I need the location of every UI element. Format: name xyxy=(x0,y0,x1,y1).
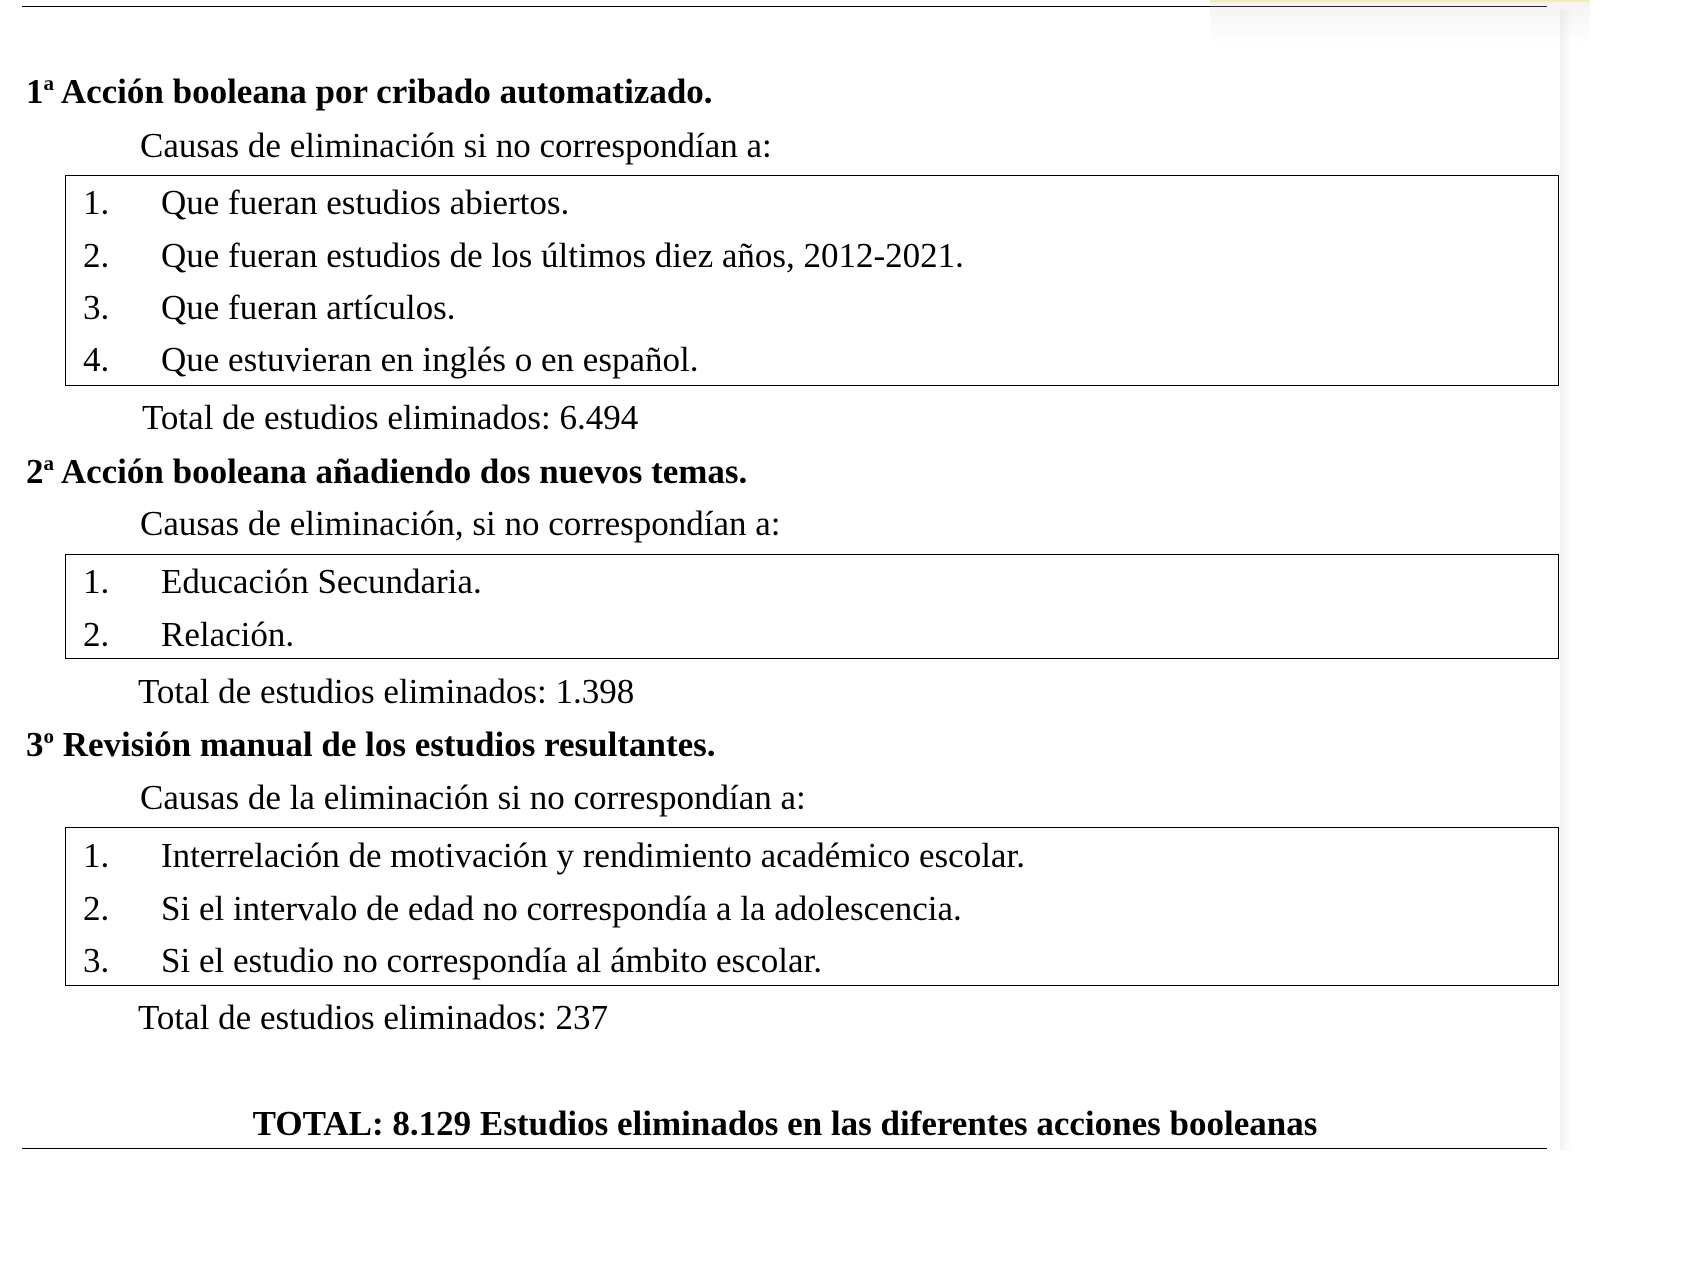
section-1-criteria-box xyxy=(65,175,1559,386)
grand-total: TOTAL: 8.129 Estudios eliminados en las diferentes acciones booleanas xyxy=(252,1104,1318,1143)
section-3-heading-number: 3 xyxy=(26,725,44,764)
section-1-heading-text: Acción booleana por cribado automatizado. xyxy=(54,72,713,111)
list-item-number: 2. xyxy=(83,615,110,654)
bottom-rule xyxy=(22,1148,1547,1149)
section-3-criteria-box xyxy=(65,827,1559,986)
list-item-text: Que estuvieran en inglés o en español. xyxy=(161,340,699,379)
section-3-heading xyxy=(26,725,716,765)
section-3-heading-text: Revisión manual de los estudios resultantes. xyxy=(54,725,716,764)
section-1-heading xyxy=(26,72,713,112)
list-item-number: 3. xyxy=(83,288,110,327)
list-item-text: Que fueran estudios abiertos. xyxy=(161,183,570,222)
section-2-heading-text: Acción booleana añadiendo dos nuevos temas. xyxy=(54,452,748,491)
list-item-number: 3. xyxy=(83,941,110,980)
section-2-heading xyxy=(26,452,747,492)
section-2-intro: Causas de eliminación, si no correspondían a: xyxy=(140,504,781,543)
list-item-number: 1. xyxy=(83,836,110,875)
section-3-intro: Causas de la eliminación si no correspondían a: xyxy=(140,778,806,817)
list-item-number: 2. xyxy=(83,236,110,275)
list-item-text: Que fueran estudios de los últimos diez años, 2012-2021. xyxy=(161,236,964,275)
section-2-heading-number: 2 xyxy=(26,452,44,491)
list-item-text: Si el estudio no correspondía al ámbito escolar. xyxy=(161,941,822,980)
list-item-text: Educación Secundaria. xyxy=(161,562,482,601)
list-item-text: Si el intervalo de edad no correspondía a la adolescencia. xyxy=(161,889,962,928)
section-1-total: Total de estudios eliminados: 6.494 xyxy=(142,398,639,437)
page-edge-shadow xyxy=(1560,10,1572,1150)
list-item-number: 4. xyxy=(83,340,110,379)
corner-shadow xyxy=(1210,0,1590,44)
section-3-heading-ordinal: o xyxy=(43,723,54,748)
section-3-total: Total de estudios eliminados: 237 xyxy=(138,998,608,1037)
section-1-heading-ordinal: a xyxy=(43,70,54,95)
section-1-heading-number: 1 xyxy=(26,72,44,111)
section-1-intro: Causas de eliminación si no correspondían a: xyxy=(140,126,772,165)
section-2-total: Total de estudios eliminados: 1.398 xyxy=(138,672,635,711)
list-item-text: Que fueran artículos. xyxy=(161,288,456,327)
list-item-text: Interrelación de motivación y rendimiento académico escolar. xyxy=(161,836,1025,875)
section-2-criteria-box xyxy=(65,554,1559,659)
list-item-text: Relación. xyxy=(161,615,295,654)
section-2-heading-ordinal: a xyxy=(43,450,54,475)
list-item-number: 1. xyxy=(83,183,110,222)
list-item-number: 2. xyxy=(83,889,110,928)
list-item-number: 1. xyxy=(83,562,110,601)
